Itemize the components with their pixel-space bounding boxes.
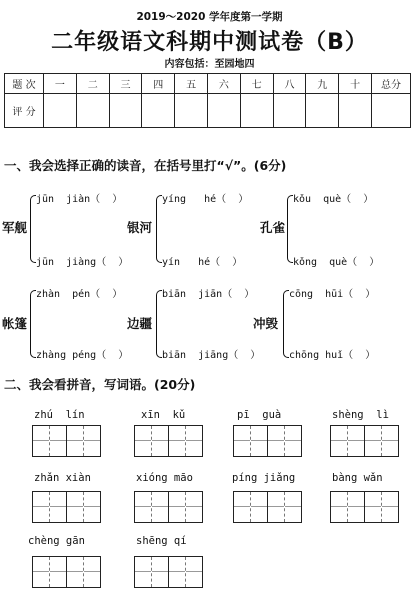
pinyin-prompt: bàng wǎn	[332, 472, 383, 484]
content-range: 内容包括：至园地四	[164, 59, 255, 70]
pinyin-option[interactable]: yín hé（ ）	[162, 257, 243, 268]
pinyin-option[interactable]: kǒng què（ ）	[293, 257, 380, 268]
word-label: 帐篷	[2, 316, 28, 331]
score-col: 九	[306, 74, 339, 94]
score-header-row	[5, 74, 411, 94]
pinyin-prompt: zhú lín	[34, 409, 85, 421]
score-col: 一	[44, 74, 77, 94]
word-label: 边疆	[127, 316, 153, 331]
score-cell[interactable]	[339, 94, 372, 128]
score-cell[interactable]	[76, 94, 109, 128]
pinyin-option[interactable]: biān jiān（ ）	[162, 289, 255, 300]
pinyin-option[interactable]: zhàng péng（ ）	[36, 350, 129, 361]
score-col: 六	[207, 74, 240, 94]
pinyin-option[interactable]: jūn jiàng（ ）	[36, 257, 129, 268]
writing-grid[interactable]	[330, 425, 399, 457]
pinyin-prompt: zhǎn xiàn	[34, 472, 91, 484]
score-cell[interactable]	[273, 94, 306, 128]
score-col: 十	[339, 74, 372, 94]
word-label: 军舰	[2, 220, 28, 235]
pinyin-option[interactable]: chōng huǐ（ ）	[289, 350, 376, 361]
pinyin-prompt: xīn kǔ	[141, 409, 186, 421]
pinyin-prompt: shēng qí	[136, 535, 187, 547]
writing-grid[interactable]	[233, 491, 302, 523]
writing-grid[interactable]	[134, 491, 203, 523]
pinyin-option[interactable]: kǒu què（ ）	[293, 194, 374, 205]
word-label: 银河	[127, 220, 153, 235]
score-cell[interactable]	[175, 94, 208, 128]
score-col: 四	[142, 74, 175, 94]
writing-grid[interactable]	[330, 491, 399, 523]
score-row-label: 评 分	[5, 94, 44, 128]
school-year: 2019～2020 学年度第一学期	[136, 11, 283, 23]
score-col: 二	[76, 74, 109, 94]
score-col: 三	[109, 74, 142, 94]
writing-grid[interactable]	[134, 556, 203, 588]
pinyin-option[interactable]: jūn jiàn（ ）	[36, 194, 123, 205]
writing-grid[interactable]	[233, 425, 302, 457]
writing-grid[interactable]	[134, 425, 203, 457]
pinyin-prompt: shèng lì	[332, 409, 389, 421]
page-title: 二年级语文科期中测试卷（B）	[51, 30, 368, 55]
section1-heading: 一、我会选择正确的读音，在括号里打“√”。(6分)	[4, 158, 287, 173]
score-col: 七	[240, 74, 273, 94]
score-col-label: 题 次	[5, 74, 44, 94]
pinyin-option[interactable]: cōng hūi（ ）	[289, 289, 376, 300]
pinyin-prompt: xióng māo	[136, 472, 193, 484]
section2-heading: 二、我会看拼音，写词语。(20分)	[4, 377, 196, 392]
score-col: 八	[273, 74, 306, 94]
score-input-row	[5, 94, 411, 128]
word-label: 冲毁	[253, 316, 279, 331]
score-cell[interactable]	[207, 94, 240, 128]
score-cell[interactable]	[142, 94, 175, 128]
word-label: 孔雀	[260, 220, 286, 235]
score-col-total: 总分	[372, 74, 411, 94]
pinyin-prompt: píng jiǎng	[232, 472, 296, 484]
score-cell[interactable]	[109, 94, 142, 128]
writing-grid[interactable]	[32, 556, 101, 588]
pinyin-option[interactable]: zhàn pén（ ）	[36, 289, 123, 300]
pinyin-prompt: chèng gān	[28, 535, 85, 547]
score-cell[interactable]	[306, 94, 339, 128]
score-table	[4, 73, 411, 128]
score-col: 五	[175, 74, 208, 94]
score-cell[interactable]	[372, 94, 411, 128]
pinyin-prompt: pī guà	[237, 409, 282, 421]
writing-grid[interactable]	[32, 491, 101, 523]
writing-grid[interactable]	[32, 425, 101, 457]
pinyin-option[interactable]: biān jiāng（ ）	[162, 350, 261, 361]
score-cell[interactable]	[44, 94, 77, 128]
pinyin-option[interactable]: yíng hé（ ）	[162, 194, 249, 205]
score-cell[interactable]	[240, 94, 273, 128]
